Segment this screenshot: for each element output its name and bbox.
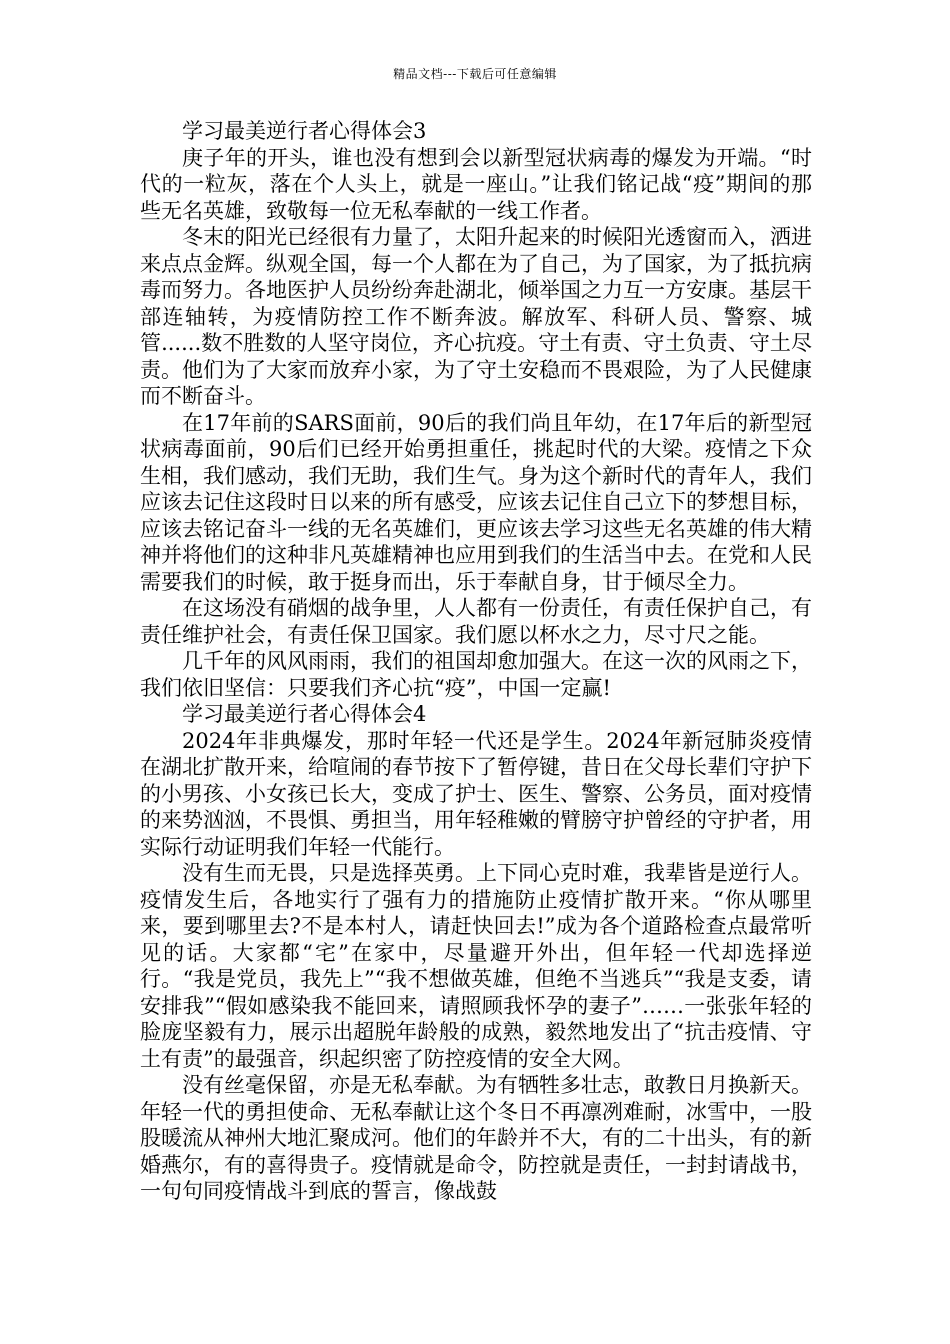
section-heading: 学习最美逆行者心得体会3	[182, 119, 427, 143]
paragraph: 庚子年的开头，谁也没有想到会以新型冠状病毒的爆发为开端。“时代的一粒灰，落在个人头上，就是一座山。”让我们铭记战“疫”期间的那些无名英雄，致敬每一位无私奉献的一线工作者。	[140, 145, 812, 223]
paragraph: 几千年的风风雨雨，我们的祖国却愈加强大。在这一次的风雨之下，我们依旧坚信：只要我们齐心抗“疫”，中国一定赢!	[140, 649, 812, 700]
section-heading: 学习最美逆行者心得体会4	[182, 702, 427, 726]
paragraph: 冬末的阳光已经很有力量了，太阳升起来的时候阳光透窗而入，洒进来点点金辉。纵观全国，每一个人都在为了自己，为了国家，为了抵抗病毒而努力。各地医护人员纷纷奔赴湖北，倾举国之力互一方安康。基层干部连轴转，为疫情防控工作不断奔波。解放军、科研人员、警察、城管......数不胜数的人坚守岗位，齐心抗疫。守土有责、守土负责、守土尽责。他们为了大家而放弃小家，为了守土安稳而不畏艰险，为了人民健康而不断奋斗。	[140, 225, 812, 408]
paragraph: 在这场没有硝烟的战争里，人人都有一份责任，有责任保护自己，有责任维护社会，有责任保卫国家。我们愿以杯水之力，尽寸尺之能。	[140, 596, 812, 647]
paragraph: 没有丝毫保留，亦是无私奉献。为有牺牲多壮志，敢教日月换新天。年轻一代的勇担使命、无私奉献让这个冬日不再凛冽难耐，冰雪中，一股股暖流从神州大地汇聚成河。他们的年龄并不大，有的二十出头，有的新婚燕尔，有的喜得贵子。疫情就是命令，防控就是责任，一封封请战书，一句句同疫情战斗到底的誓言，像战鼓	[140, 1073, 812, 1203]
document-body	[140, 118, 812, 1205]
page-header: 精品文档---下载后可任意编辑	[393, 67, 557, 81]
paragraph: 2024年非典爆发，那时年轻一代还是学生。2024年新冠肺炎疫情在湖北扩散开来，给喧闹的春节按下了暂停键，昔日在父母长辈们守护下的小男孩、小女孩已长大，变成了护士、医生、警察、公务员，面对疫情的来势汹汹，不畏惧、勇担当，用年轻稚嫩的臂膀守护曾经的守护者，用实际行动证明我们年轻一代能行。	[140, 728, 812, 859]
paragraph: 在17年前的SARS面前，90后的我们尚且年幼，在17年后的新型冠状病毒面前，90后们已经开始勇担重任，挑起时代的大梁。疫情之下众生相，我们感动，我们无助，我们生气。身为这个新时代的青年人，我们应该去记住这段时日以来的所有感受，应该去记住自己立下的梦想目标，应该去铭记奋斗一线的无名英雄们，更应该去学习这些无名英雄的伟大精神并将他们的这种非凡英雄精神也应用到我们的生活当中去。在党和人民需要我们的时候，敢于挺身而出，乐于奉献自身，甘于倾尽全力。	[140, 410, 812, 594]
paragraph: 没有生而无畏，只是选择英勇。上下同心克时难，我辈皆是逆行人。疫情发生后，各地实行了强有力的措施防止疫情扩散开来。“你从哪里来，要到哪里去?不是本村人，请赶快回去!”成为各个道路检查点最常听见的话。大家都“宅”在家中，尽量避开外出，但年轻一代却选择逆行。“我是党员，我先上”“我不想做英雄，但绝不当逃兵”“我是支委，请安排我”“假如感染我不能回来，请照顾我怀孕的妻子”……一张张年轻的脸庞坚毅有力，展示出超脱年龄般的成熟，毅然地发出了“抗击疫情、守土有责”的最强音，织起织密了防控疫情的安全大网。	[140, 861, 812, 1071]
